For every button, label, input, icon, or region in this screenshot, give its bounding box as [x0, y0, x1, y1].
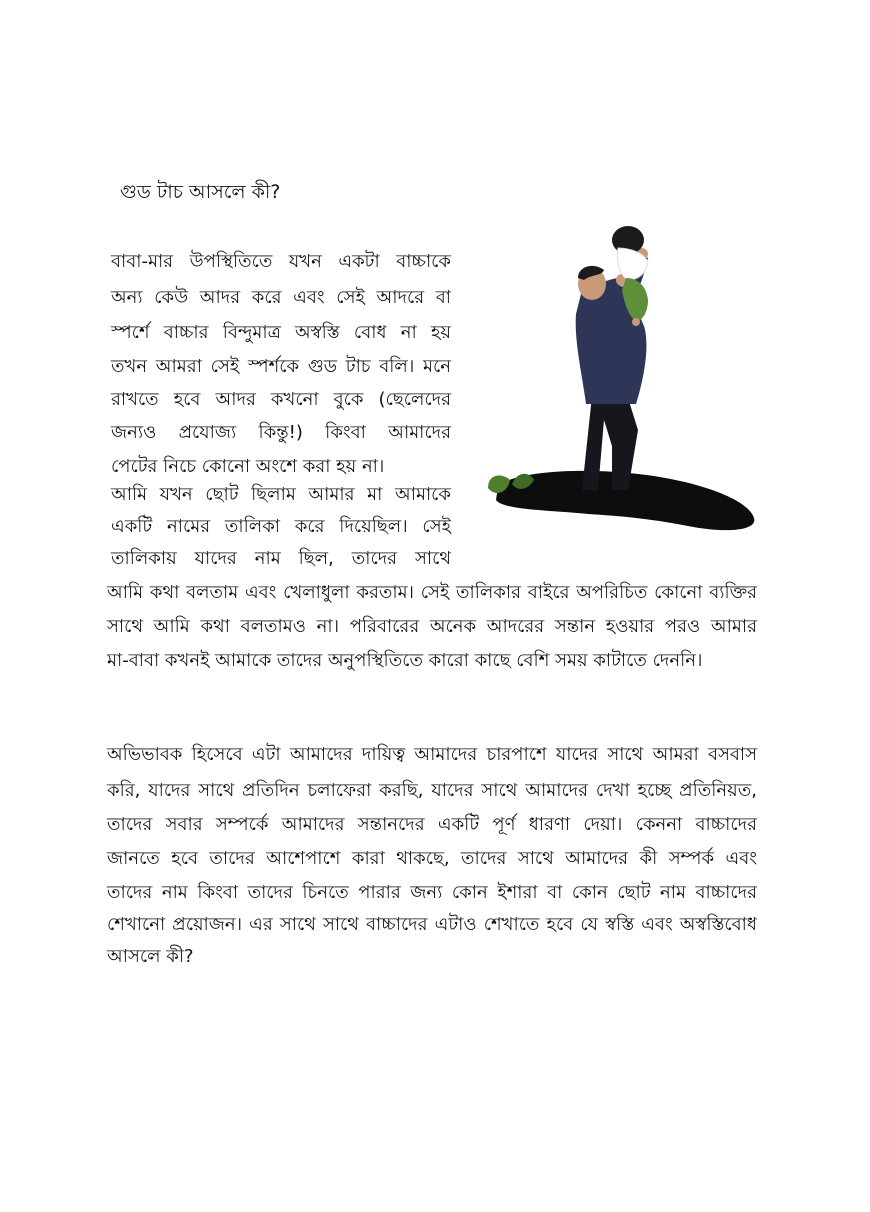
paragraph2-line: আমি কথা বলতাম এবং খেলাধুলা করতাম। সেই তালিকার বাইরে অপরিচিত কোনো ব্যক্তির — [107, 582, 757, 603]
paragraph1-line: অন্য কেউ আদর করে এবং সেই আদরে বা — [111, 287, 451, 308]
paragraph1-line: বাবা-মার উপস্থিতিতে যখন একটা বাচ্চাকে — [111, 251, 451, 272]
paragraph1-line: পেটের নিচে কোনো অংশে করা হয় না। — [111, 456, 385, 477]
paragraph2-line: তালিকায় যাদের নাম ছিল, তাদের সাথে — [111, 548, 451, 569]
paragraph2-line: একটি নামের তালিকা করে দিয়েছিল। সেই — [111, 516, 451, 537]
paragraph2-line: মা-বাবা কখনই আমাকে তাদের অনুপস্থিতিতে কারো কাছে বেশি সময় কাটাতে দেননি। — [107, 650, 703, 671]
paragraph1-line: তখন আমরা সেই স্পর্শকে গুড টাচ বলি। মনে — [111, 356, 451, 377]
paragraph2-line: আমি যখন ছোট ছিলাম আমার মা আমাকে — [111, 484, 451, 505]
paragraph3-line: করি, যাদের সাথে প্রতিদিন চলাফেরা করছি, যাদের সাথে আমাদের দেখা হচ্ছে প্রতিনিয়ত, — [107, 780, 757, 801]
paragraph1-line: জন্যও প্রযোজ্য কিন্তু!) কিংবা আমাদের — [111, 422, 451, 443]
paragraph1-line: রাখতে হবে আদর কখনো বুকে (ছেলেদের — [111, 389, 451, 410]
paragraph1-line: স্পর্শে বাচ্চার বিন্দুমাত্র অস্বস্তি বোধ না হয় — [111, 322, 451, 343]
paragraph3-line: তাদের নাম কিংবা তাদের চিনতে পারার জন্য কোন ইশারা বা কোন ছোট নাম বাচ্চাদের — [107, 882, 757, 903]
paragraph2-line: সাথে আমি কথা বলতামও না। পরিবারের অনেক আদরের সন্তান হওয়ার পরও আমার — [107, 616, 757, 637]
paragraph3-line: তাদের সবার সম্পর্কে আমাদের সন্তানদের একটি পূর্ণ ধারণা দেয়া। কেননা বাচ্চাদের — [107, 814, 757, 835]
father-lifting-child-icon — [478, 218, 790, 536]
paragraph3-line: অভিভাবক হিসেবে এটা আমাদের দায়িত্ব আমাদের চারপাশে যাদের সাথে আমরা বসবাস — [107, 744, 757, 765]
section-heading: গুড টাচ আসলে কী? — [120, 181, 281, 203]
paragraph3-line: জানতে হবে তাদের আশেপাশে কারা থাকছে, তাদের সাথে আমাদের কী সম্পর্ক এবং — [107, 848, 757, 869]
paragraph3-line: শেখানো প্রয়োজন। এর সাথে সাথে বাচ্চাদের এটাও শেখাতে হবে যে স্বস্তি এবং অস্বস্তিবোধ — [107, 914, 757, 935]
paragraph3-line: আসলে কী? — [107, 946, 194, 967]
